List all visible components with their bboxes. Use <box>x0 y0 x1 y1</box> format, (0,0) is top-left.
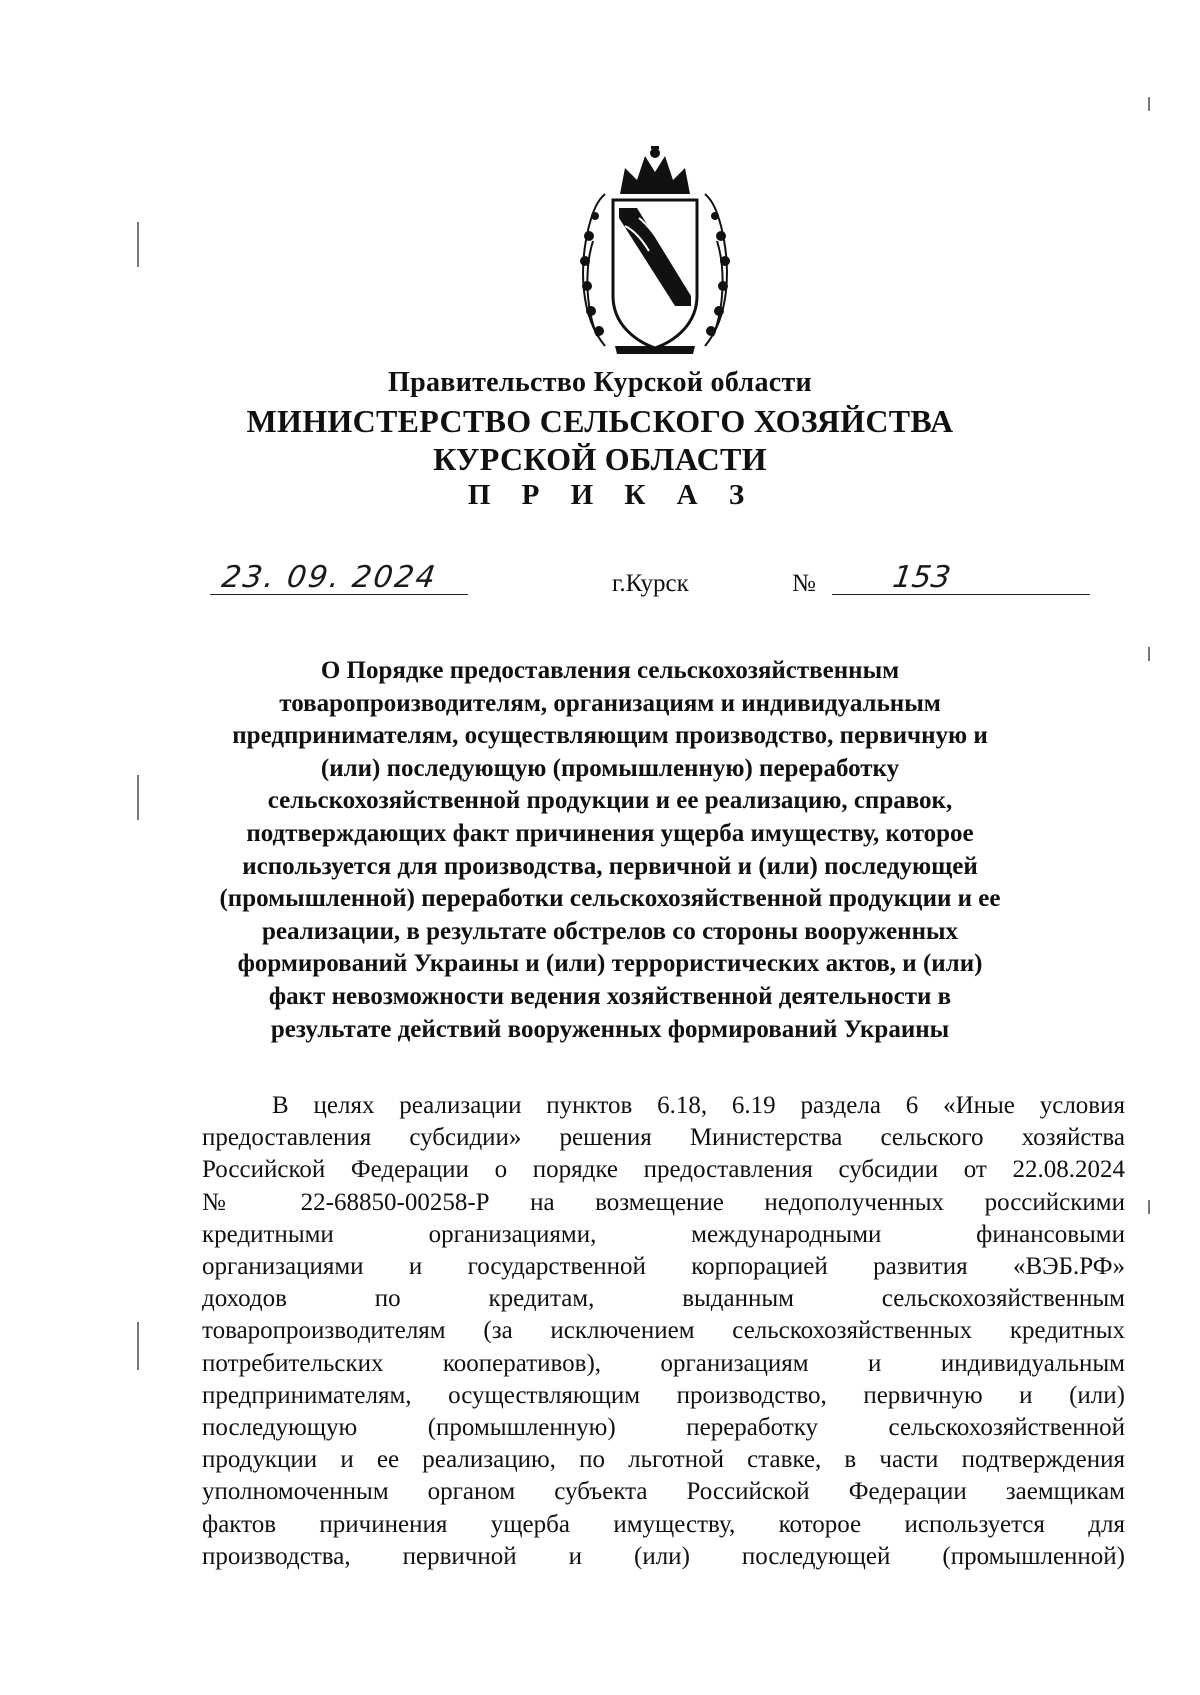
title-line: формирований Украины и (или) террористических актов, и (или) <box>237 950 983 978</box>
body-line: доходов по кредитам, выданным сельскохозяйственным <box>202 1285 1125 1313</box>
scan-margin-mark <box>137 222 139 267</box>
body-line: Российской Федерации о порядке предоставления субсидии от 22.08.2024 <box>202 1156 1125 1184</box>
scan-margin-mark <box>1148 647 1150 661</box>
document-type-heading: П Р И К А З <box>467 479 757 511</box>
body-line: предоставления субсидии» решения Министерства сельского хозяйства <box>202 1124 1125 1152</box>
title-line: товаропроизводителям, организациям и индивидуальным <box>279 689 941 717</box>
title-line: факт невозможности ведения хозяйственной деятельности в <box>268 982 952 1010</box>
title-line: предпринимателям, осуществляющим производство, первичную и <box>232 722 988 750</box>
number-sign: № <box>792 570 816 597</box>
title-line: реализации, в результате обстрелов со стороны вооруженных <box>261 917 959 945</box>
body-line: последующую (промышленную) переработку сельскохозяйственной <box>202 1414 1125 1442</box>
title-line: сельскохозяйственной продукции и ее реализацию, справок, <box>267 787 953 815</box>
scan-margin-mark <box>1148 1200 1150 1214</box>
body-line: уполномоченным органом субъекта Российской Федерации заемщикам <box>202 1478 1125 1506</box>
ministry-name-line-1: МИНИСТЕРСТВО СЕЛЬСКОГО ХОЗЯЙСТВА <box>246 403 954 439</box>
body-line: производства, первичной и (или) последующей (промышленной) <box>202 1542 1125 1570</box>
body-line: продукции и ее реализацию, по льготной ставке, в части подтверждения <box>202 1446 1125 1474</box>
handwritten-date: 23. 09. 2024 <box>219 560 440 595</box>
scan-margin-mark <box>1148 97 1150 111</box>
government-name: Правительство Курской области <box>388 367 812 398</box>
title-line: подтверждающих факт причинения ущерба имуществу, которое <box>246 819 974 847</box>
title-line: О Порядке предоставления сельскохозяйственным <box>320 657 900 684</box>
kursk-coat-of-arms-emblem <box>575 146 735 360</box>
issuing-city: г.Курск <box>612 570 689 597</box>
order-title <box>180 655 1040 1046</box>
title-line: (или) последующую (промышленную) переработку <box>320 754 900 782</box>
body-line: кредитными организациями, международными финансовыми <box>202 1220 1125 1248</box>
number-underline <box>832 594 1090 595</box>
scan-margin-mark <box>137 1322 139 1370</box>
title-line: используется для производства, первичной и (или) последующей <box>242 852 978 880</box>
title-line: (промышленной) переработки сельскохозяйственной продукции и ее <box>219 885 1001 913</box>
order-body-paragraph <box>202 1090 1125 1573</box>
body-line: потребительских кооперативов), организациям и индивидуальным <box>202 1349 1125 1377</box>
title-line: результате действий вооруженных формирований Украины <box>270 1015 950 1043</box>
body-line: № 22-68850-00258-Р на возмещение недополученных российскими <box>202 1188 1125 1216</box>
ministry-name-line-2: КУРСКОЙ ОБЛАСТИ <box>433 441 767 477</box>
handwritten-order-number: 153 <box>890 560 953 595</box>
body-line: фактов причинения ущерба имуществу, которое используется для <box>202 1510 1125 1538</box>
body-line: В целях реализации пунктов 6.18, 6.19 раздела 6 «Иные условия <box>272 1092 1125 1119</box>
body-line: организациями и государственной корпорацией развития «ВЭБ.РФ» <box>202 1253 1125 1281</box>
scan-margin-mark <box>137 775 139 820</box>
body-line: предпринимателям, осуществляющим производство, первичную и (или) <box>202 1381 1125 1409</box>
body-line: товаропроизводителям (за исключением сельскохозяйственных кредитных <box>202 1317 1125 1345</box>
